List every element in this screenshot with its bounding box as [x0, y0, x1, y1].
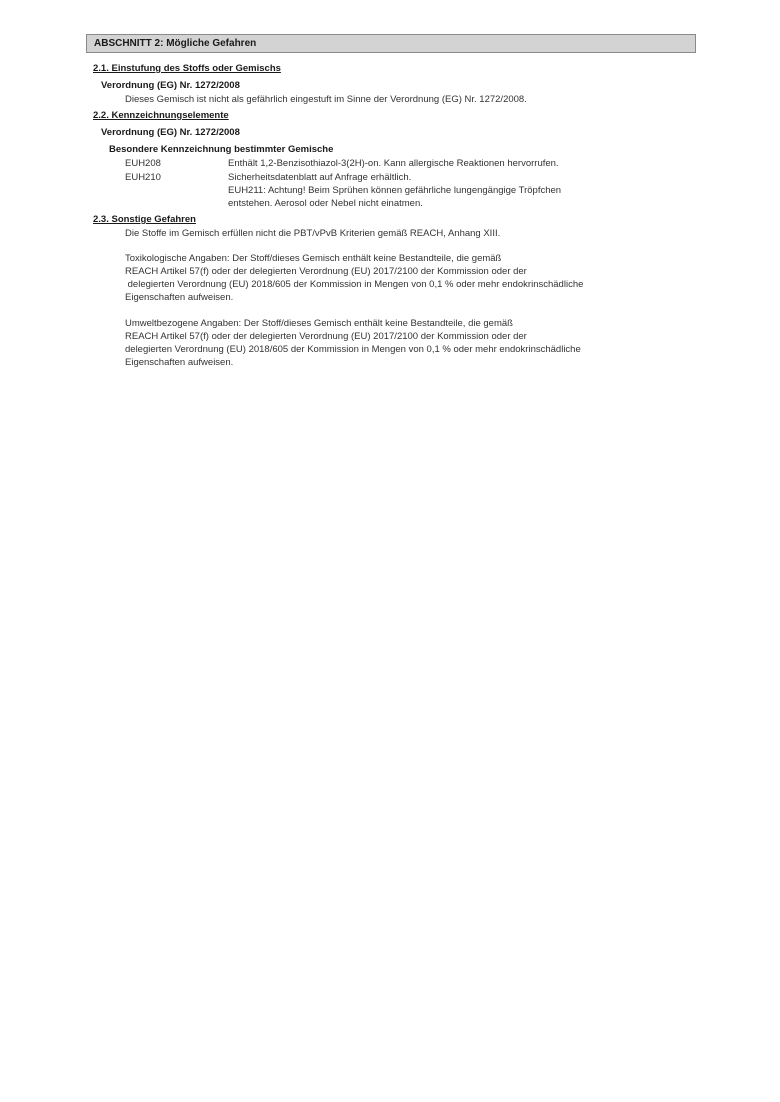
subsection-2-2-regulation: Verordnung (EG) Nr. 1272/2008: [101, 127, 240, 138]
hazard-code: EUH210: [125, 172, 161, 183]
env-info-line: Umweltbezogene Angaben: Der Stoff/dieses Gemisch enthält keine Bestandteile, die gemäß: [125, 318, 513, 329]
env-info-line: Eigenschaften aufweisen.: [125, 357, 234, 368]
hazard-code: EUH208: [125, 158, 161, 169]
tox-info-line: Eigenschaften aufweisen.: [125, 292, 234, 303]
pbt-statement: Die Stoffe im Gemisch erfüllen nicht die PBT/vPvB Kriterien gemäß REACH, Anhang XIII.: [125, 228, 501, 239]
euh211-statement-line2: entstehen. Aerosol oder Nebel nicht einatmen.: [228, 198, 423, 209]
subsection-2-3-heading: 2.3. Sonstige Gefahren: [93, 214, 196, 225]
special-labelling-heading: Besondere Kennzeichnung bestimmter Gemische: [109, 144, 334, 155]
env-info-line: REACH Artikel 57(f) oder der delegierten Verordnung (EU) 2017/2100 der Kommission oder der: [125, 331, 527, 342]
subsection-2-1-text: Dieses Gemisch ist nicht als gefährlich eingestuft im Sinne der Verordnung (EG) Nr. 1272/2008.: [125, 94, 527, 105]
section-2-header: ABSCHNITT 2: Mögliche Gefahren: [86, 34, 696, 53]
tox-info-line: REACH Artikel 57(f) oder der delegierten Verordnung (EU) 2017/2100 der Kommission oder der: [125, 266, 527, 277]
hazard-statement: Enthält 1,2-Benzisothiazol-3(2H)-on. Kann allergische Reaktionen hervorrufen.: [228, 158, 559, 169]
env-info-line: delegierten Verordnung (EU) 2018/605 der Kommission in Mengen von 0,1 % oder mehr endokrinschädliche: [125, 344, 581, 355]
euh211-statement-line1: EUH211: Achtung! Beim Sprühen können gefährliche lungengängige Tröpfchen: [228, 185, 562, 196]
hazard-statement: Sicherheitsdatenblatt auf Anfrage erhältlich.: [228, 172, 412, 183]
subsection-2-1-regulation: Verordnung (EG) Nr. 1272/2008: [101, 80, 240, 91]
subsection-2-2-heading: 2.2. Kennzeichnungselemente: [93, 110, 229, 121]
tox-info-line: delegierten Verordnung (EU) 2018/605 der Kommission in Mengen von 0,1 % oder mehr endokrinschädliche: [125, 279, 584, 290]
tox-info-line: Toxikologische Angaben: Der Stoff/dieses Gemisch enthält keine Bestandteile, die gemäß: [125, 253, 502, 264]
subsection-2-1-heading: 2.1. Einstufung des Stoffs oder Gemischs: [93, 63, 281, 74]
